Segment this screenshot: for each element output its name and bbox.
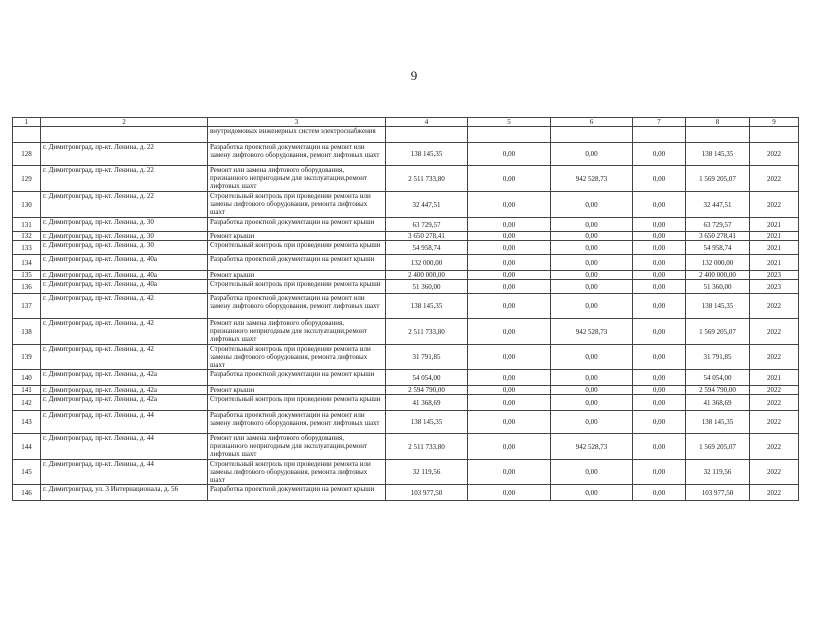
fund-8: 41 368,69 xyxy=(686,395,750,411)
fund-6: 942 528,73 xyxy=(551,434,633,460)
fund-7: 0,00 xyxy=(633,485,686,501)
table-row xyxy=(13,271,799,280)
total-cost: 138 145,35 xyxy=(386,143,468,166)
fund-7: 0,00 xyxy=(633,143,686,166)
work-description: Строительный контроль при проведении ремонта крыши xyxy=(208,395,386,411)
table-row xyxy=(13,460,799,485)
address-cell: г. Димитровград, пр-кт. Ленина, д. 40а xyxy=(41,271,208,280)
address-cell: г. Димитровград, пр-кт. Ленина, д. 44 xyxy=(41,411,208,434)
total-cost: 2 511 733,80 xyxy=(386,166,468,192)
total-cost: 51 360,00 xyxy=(386,280,468,294)
row-number: 137 xyxy=(13,294,41,319)
year-cell: 2021 xyxy=(750,370,799,386)
fund-6: 942 528,73 xyxy=(551,166,633,192)
fund-5: 0,00 xyxy=(468,395,551,411)
table-row xyxy=(13,280,799,294)
fund-5: 0,00 xyxy=(468,386,551,395)
fund-5: 0,00 xyxy=(468,411,551,434)
total-cost: 31 791,85 xyxy=(386,345,468,370)
fund-5: 0,00 xyxy=(468,255,551,271)
row-number: 136 xyxy=(13,280,41,294)
column-number-cell: 3 xyxy=(208,118,386,127)
column-number-cell: 7 xyxy=(633,118,686,127)
row-number: 140 xyxy=(13,370,41,386)
table-row xyxy=(13,294,799,319)
fund-6: 0,00 xyxy=(551,255,633,271)
fund-7: 0,00 xyxy=(633,411,686,434)
fund-6: 0,00 xyxy=(551,232,633,241)
address-cell: г. Димитровград, пр-кт. Ленина, д. 44 xyxy=(41,460,208,485)
fund-8: 32 447,51 xyxy=(686,192,750,218)
total-cost: 54 958,74 xyxy=(386,241,468,255)
fund-5: 0,00 xyxy=(468,485,551,501)
fund-8: 132 000,00 xyxy=(686,255,750,271)
fund-5: 0,00 xyxy=(468,434,551,460)
address-cell: г. Димитровград, пр-кт. Ленина, д. 42а xyxy=(41,395,208,411)
fund-7: 0,00 xyxy=(633,460,686,485)
row-number: 135 xyxy=(13,271,41,280)
fund-7: 0,00 xyxy=(633,395,686,411)
fund-6: 0,00 xyxy=(551,280,633,294)
year-cell: 2022 xyxy=(750,166,799,192)
fund-6: 0,00 xyxy=(551,218,633,232)
fund-5: 0,00 xyxy=(468,232,551,241)
total-cost: 2 511 733,80 xyxy=(386,319,468,345)
fund-8: 63 729,57 xyxy=(686,218,750,232)
work-description: Ремонт крыши xyxy=(208,271,386,280)
total-cost: 41 368,69 xyxy=(386,395,468,411)
work-description: Разработка проектной документации на ремонт крыши xyxy=(208,255,386,271)
year-cell: 2022 xyxy=(750,434,799,460)
row-number: 128 xyxy=(13,143,41,166)
continuation-row xyxy=(13,127,799,143)
address-cell: г. Димитровград, пр-кт. Ленина, д. 42 xyxy=(41,294,208,319)
fund-5: 0,00 xyxy=(468,241,551,255)
total-cost: 54 054,00 xyxy=(386,370,468,386)
row-number: 130 xyxy=(13,192,41,218)
fund-6: 0,00 xyxy=(551,241,633,255)
fund-8: 138 145,35 xyxy=(686,411,750,434)
capital-repair-table xyxy=(12,117,799,501)
row-number: 134 xyxy=(13,255,41,271)
total-cost: 2 594 790,00 xyxy=(386,386,468,395)
fund-8: 54 054,00 xyxy=(686,370,750,386)
total-cost: 63 729,57 xyxy=(386,218,468,232)
year-cell: 2022 xyxy=(750,319,799,345)
row-number: 132 xyxy=(13,232,41,241)
table-row xyxy=(13,485,799,501)
table-row xyxy=(13,192,799,218)
table-row xyxy=(13,166,799,192)
column-number-cell: 9 xyxy=(750,118,799,127)
fund-8: 1 569 205,07 xyxy=(686,434,750,460)
fund-6: 942 528,73 xyxy=(551,319,633,345)
work-description: Ремонт или замена лифтового оборудования, признанного непригодным для эксплуатации,ремонт лифтовых шахт xyxy=(208,319,386,345)
fund-7: 0,00 xyxy=(633,319,686,345)
fund-8: 1 569 205,07 xyxy=(686,166,750,192)
fund-7: 0,00 xyxy=(633,386,686,395)
address-cell: г. Димитровград, пр-кт. Ленина, д. 30 xyxy=(41,241,208,255)
address-cell: г. Димитровград, пр-кт. Ленина, д. 42а xyxy=(41,370,208,386)
work-description: Ремонт крыши xyxy=(208,386,386,395)
column-number-cell: 2 xyxy=(41,118,208,127)
total-cost: 32 119,56 xyxy=(386,460,468,485)
address-cell: г. Димитровград, пр-кт. Ленина, д. 42 xyxy=(41,345,208,370)
work-description: Ремонт или замена лифтового оборудования, признанного непригодным для эксплуатации,ремонт лифтовых шахт xyxy=(208,434,386,460)
fund-6: 0,00 xyxy=(551,395,633,411)
fund-8: 2 594 790,00 xyxy=(686,386,750,395)
fund-5: 0,00 xyxy=(468,370,551,386)
total-cost: 103 977,50 xyxy=(386,485,468,501)
fund-5: 0,00 xyxy=(468,280,551,294)
work-description: Ремонт или замена лифтового оборудования, признанного непригодным для эксплуатации,ремонт лифтовых шахт xyxy=(208,166,386,192)
fund-8: 138 145,35 xyxy=(686,294,750,319)
total-cost: 3 650 278,41 xyxy=(386,232,468,241)
fund-7: 0,00 xyxy=(633,280,686,294)
address-cell: г. Димитровград, ул. 3 Интернационала, д. 56 xyxy=(41,485,208,501)
work-description: Разработка проектной документации на ремонт крыши xyxy=(208,370,386,386)
fund-7: 0,00 xyxy=(633,232,686,241)
fund-8: 54 958,74 xyxy=(686,241,750,255)
year-cell: 2022 xyxy=(750,294,799,319)
fund-7: 0,00 xyxy=(633,166,686,192)
fund-5: 0,00 xyxy=(468,319,551,345)
row-number: 141 xyxy=(13,386,41,395)
table-row xyxy=(13,345,799,370)
fund-5: 0,00 xyxy=(468,345,551,370)
column-number-cell: 8 xyxy=(686,118,750,127)
total-cost: 132 000,00 xyxy=(386,255,468,271)
continuation-text: внутридомовых инженерных систем электроснабжения xyxy=(208,127,386,143)
year-cell: 2021 xyxy=(750,241,799,255)
address-cell: г. Димитровград, пр-кт. Ленина, д. 40а xyxy=(41,255,208,271)
table-row xyxy=(13,370,799,386)
year-cell: 2021 xyxy=(750,218,799,232)
column-number-cell: 6 xyxy=(551,118,633,127)
year-cell: 2022 xyxy=(750,485,799,501)
fund-8: 103 977,50 xyxy=(686,485,750,501)
address-cell: г. Димитровград, пр-кт. Ленина, д. 22 xyxy=(41,143,208,166)
row-number: 142 xyxy=(13,395,41,411)
total-cost: 138 145,35 xyxy=(386,294,468,319)
fund-5: 0,00 xyxy=(468,192,551,218)
work-description: Разработка проектной документации на ремонт крыши xyxy=(208,485,386,501)
table-row xyxy=(13,411,799,434)
year-cell: 2022 xyxy=(750,395,799,411)
total-cost: 138 145,35 xyxy=(386,411,468,434)
year-cell: 2022 xyxy=(750,386,799,395)
row-number: 145 xyxy=(13,460,41,485)
table-row xyxy=(13,319,799,345)
year-cell: 2021 xyxy=(750,232,799,241)
row-number: 144 xyxy=(13,434,41,460)
year-cell: 2022 xyxy=(750,460,799,485)
fund-6: 0,00 xyxy=(551,192,633,218)
address-cell: г. Димитровград, пр-кт. Ленина, д. 42 xyxy=(41,319,208,345)
work-description: Строительный контроль при проведении ремонта или замены лифтового оборудования, ремонта лифтовых шахт xyxy=(208,345,386,370)
fund-6: 0,00 xyxy=(551,370,633,386)
fund-8: 3 650 278,41 xyxy=(686,232,750,241)
row-number: 143 xyxy=(13,411,41,434)
year-cell: 2022 xyxy=(750,345,799,370)
column-number-row xyxy=(13,118,799,127)
address-cell: г. Димитровград, пр-кт. Ленина, д. 42а xyxy=(41,386,208,395)
fund-5: 0,00 xyxy=(468,166,551,192)
fund-6: 0,00 xyxy=(551,485,633,501)
fund-8: 138 145,35 xyxy=(686,143,750,166)
page-number: 9 xyxy=(410,68,418,83)
work-description: Разработка проектной документации на ремонт или замену лифтового оборудования, ремонт лифтовых шахт xyxy=(208,143,386,166)
address-cell: г. Димитровград, пр-кт. Ленина, д. 22 xyxy=(41,166,208,192)
work-description: Строительный контроль при проведении ремонта крыши xyxy=(208,280,386,294)
total-cost: 2 400 000,00 xyxy=(386,271,468,280)
work-description: Строительный контроль при проведении ремонта крыши xyxy=(208,241,386,255)
work-description: Строительный контроль при проведении ремонта или замены лифтового оборудования, ремонта лифтовых шахт xyxy=(208,192,386,218)
fund-8: 32 119,56 xyxy=(686,460,750,485)
row-number: 133 xyxy=(13,241,41,255)
table-row xyxy=(13,218,799,232)
fund-6: 0,00 xyxy=(551,460,633,485)
row-number: 131 xyxy=(13,218,41,232)
fund-7: 0,00 xyxy=(633,345,686,370)
fund-7: 0,00 xyxy=(633,255,686,271)
fund-5: 0,00 xyxy=(468,271,551,280)
year-cell: 2021 xyxy=(750,255,799,271)
total-cost: 2 511 733,80 xyxy=(386,434,468,460)
table-row xyxy=(13,255,799,271)
row-number: 138 xyxy=(13,319,41,345)
address-cell: г. Димитровград, пр-кт. Ленина, д. 30 xyxy=(41,218,208,232)
fund-8: 51 360,00 xyxy=(686,280,750,294)
fund-8: 31 791,85 xyxy=(686,345,750,370)
address-cell: г. Димитровград, пр-кт. Ленина, д. 30 xyxy=(41,232,208,241)
row-number: 146 xyxy=(13,485,41,501)
fund-6: 0,00 xyxy=(551,345,633,370)
table-row xyxy=(13,143,799,166)
column-number-cell: 4 xyxy=(386,118,468,127)
table-row xyxy=(13,434,799,460)
row-number: 139 xyxy=(13,345,41,370)
work-description: Разработка проектной документации на ремонт или замену лифтового оборудования, ремонт лифтовых шахт xyxy=(208,411,386,434)
fund-7: 0,00 xyxy=(633,434,686,460)
work-description: Строительный контроль при проведении ремонта или замены лифтового оборудования, ремонта лифтовых шахт xyxy=(208,460,386,485)
work-description: Ремонт крыши xyxy=(208,232,386,241)
fund-8: 1 569 205,07 xyxy=(686,319,750,345)
year-cell: 2023 xyxy=(750,280,799,294)
fund-5: 0,00 xyxy=(468,218,551,232)
table-row xyxy=(13,395,799,411)
address-cell: г. Димитровград, пр-кт. Ленина, д. 22 xyxy=(41,192,208,218)
fund-7: 0,00 xyxy=(633,192,686,218)
fund-7: 0,00 xyxy=(633,241,686,255)
fund-6: 0,00 xyxy=(551,143,633,166)
work-description: Разработка проектной документации на ремонт или замену лифтового оборудования, ремонт лифтовых шахт xyxy=(208,294,386,319)
year-cell: 2022 xyxy=(750,411,799,434)
address-cell: г. Димитровград, пр-кт. Ленина, д. 44 xyxy=(41,434,208,460)
fund-7: 0,00 xyxy=(633,218,686,232)
address-cell: г. Димитровград, пр-кт. Ленина, д. 40а xyxy=(41,280,208,294)
row-number: 129 xyxy=(13,166,41,192)
fund-5: 0,00 xyxy=(468,294,551,319)
table-row xyxy=(13,232,799,241)
fund-5: 0,00 xyxy=(468,143,551,166)
total-cost: 32 447,51 xyxy=(386,192,468,218)
fund-7: 0,00 xyxy=(633,271,686,280)
table-row xyxy=(13,241,799,255)
fund-6: 0,00 xyxy=(551,294,633,319)
fund-5: 0,00 xyxy=(468,460,551,485)
column-number-cell: 5 xyxy=(468,118,551,127)
fund-7: 0,00 xyxy=(633,370,686,386)
fund-6: 0,00 xyxy=(551,271,633,280)
year-cell: 2022 xyxy=(750,192,799,218)
work-description: Разработка проектной документации на ремонт крыши xyxy=(208,218,386,232)
year-cell: 2023 xyxy=(750,271,799,280)
column-number-cell: 1 xyxy=(13,118,41,127)
table-row xyxy=(13,386,799,395)
fund-6: 0,00 xyxy=(551,386,633,395)
fund-7: 0,00 xyxy=(633,294,686,319)
year-cell: 2022 xyxy=(750,143,799,166)
fund-6: 0,00 xyxy=(551,411,633,434)
fund-8: 2 400 000,00 xyxy=(686,271,750,280)
